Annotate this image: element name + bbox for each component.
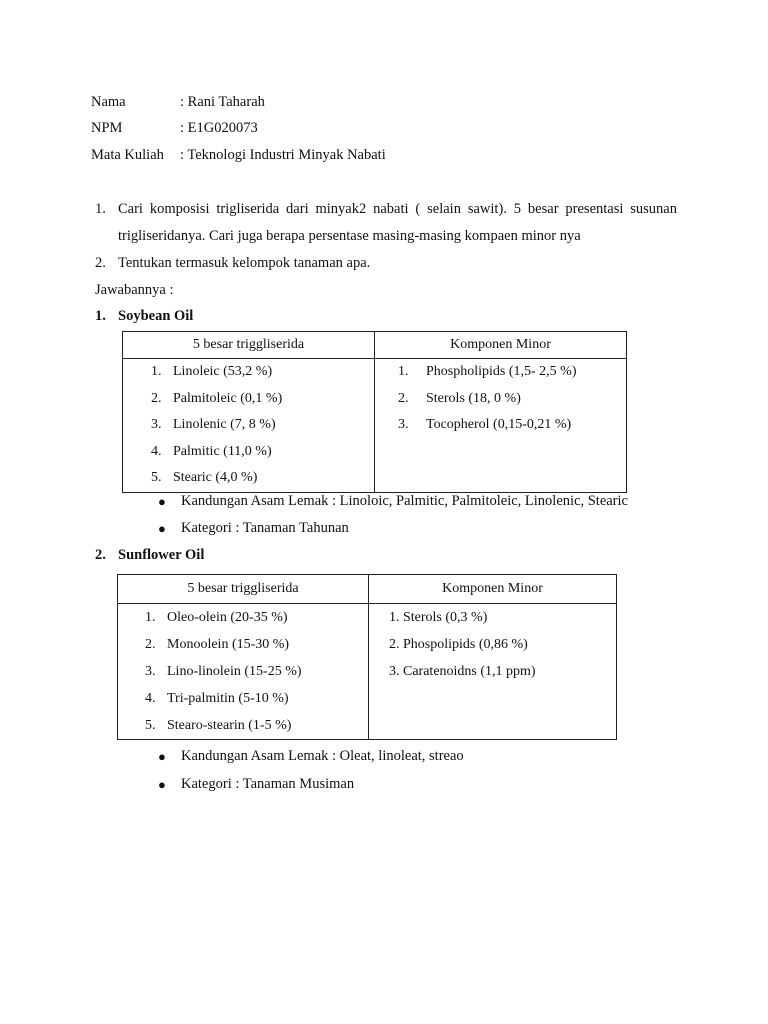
value-mata-kuliah: : Teknologi Industri Minyak Nabati <box>180 147 386 163</box>
section-number: 2. <box>95 547 106 563</box>
bullet-icon: ● <box>158 749 166 764</box>
label-nama: Nama <box>91 94 126 110</box>
table-cell <box>375 359 627 493</box>
table-header: Komponen Minor <box>375 332 627 359</box>
list-item: 5. Stearic (4,0 %) <box>151 470 258 485</box>
question-text-line: trigliseridanya. Cari juga berapa persentase masing-masing kompaen minor nya <box>118 228 581 244</box>
list-item: 1. Sterols (0,3 %) <box>389 610 488 625</box>
bullet-icon: ● <box>158 494 166 509</box>
table-header: 5 besar triggliserida <box>118 575 369 604</box>
list-item: 3. Caratenoidns (1,1 ppm) <box>389 664 536 679</box>
answer-label: Jawabannya : <box>95 282 174 298</box>
bullet-text: Kategori : Tanaman Musiman <box>181 776 355 792</box>
list-item: 4. Palmitic (11,0 %) <box>151 443 272 459</box>
list-item: 3. Tocopherol (0,15-0,21 %) <box>398 417 572 432</box>
list-item: 1. Linoleic (53,2 %) <box>151 364 273 379</box>
section-number: 1. <box>95 308 106 324</box>
table-header: 5 besar triggliserida <box>123 332 375 359</box>
list-item: 2. Monoolein (15-30 %) <box>145 637 290 652</box>
list-item: 2. Palmitoleic (0,1 %) <box>151 390 283 406</box>
table-cell <box>369 604 617 740</box>
bullet-text: Kandungan Asam Lemak : Linoloic, Palmitic, Palmitoleic, Linolenic, Stearic <box>181 493 628 509</box>
question-number: 2. <box>95 255 106 271</box>
list-item: 2. Phospolipids (0,86 %) <box>389 637 528 652</box>
list-item: 1. Oleo-olein (20-35 %) <box>145 610 288 625</box>
section-title: Soybean Oil <box>118 308 194 324</box>
table-cell <box>123 359 375 493</box>
list-item: 4. Tri-palmitin (5-10 %) <box>145 691 289 706</box>
sunflower-table <box>117 574 617 740</box>
question-text-line: Cari komposisi trigliserida dari minyak2 nabati ( selain sawit). 5 besar presentasi susunan <box>118 201 677 217</box>
list-item: 2. Sterols (18, 0 %) <box>398 390 521 406</box>
bullet-text: Kandungan Asam Lemak : Oleat, linoleat, streao <box>181 748 464 764</box>
table-header: Komponen Minor <box>369 575 617 604</box>
bullet-text: Kategori : Tanaman Tahunan <box>181 520 349 536</box>
list-item: 3. Lino-linolein (15-25 %) <box>145 664 302 679</box>
bullet-icon: ● <box>158 777 166 792</box>
section-title: Sunflower Oil <box>118 547 205 563</box>
list-item: 5. Stearo-stearin (1-5 %) <box>145 718 292 733</box>
soybean-table <box>122 331 627 493</box>
label-mata-kuliah: Mata Kuliah <box>91 147 164 163</box>
table-cell <box>118 604 369 740</box>
question-text-line: Tentukan termasuk kelompok tanaman apa. <box>118 255 371 271</box>
question-number: 1. <box>95 201 106 217</box>
label-npm: NPM <box>91 120 123 136</box>
list-item: 3. Linolenic (7, 8 %) <box>151 417 276 432</box>
list-item: 1. Phospholipids (1,5- 2,5 %) <box>398 364 577 379</box>
value-npm: : E1G020073 <box>180 120 258 136</box>
bullet-icon: ● <box>158 521 166 536</box>
value-nama: : Rani Taharah <box>180 94 265 110</box>
